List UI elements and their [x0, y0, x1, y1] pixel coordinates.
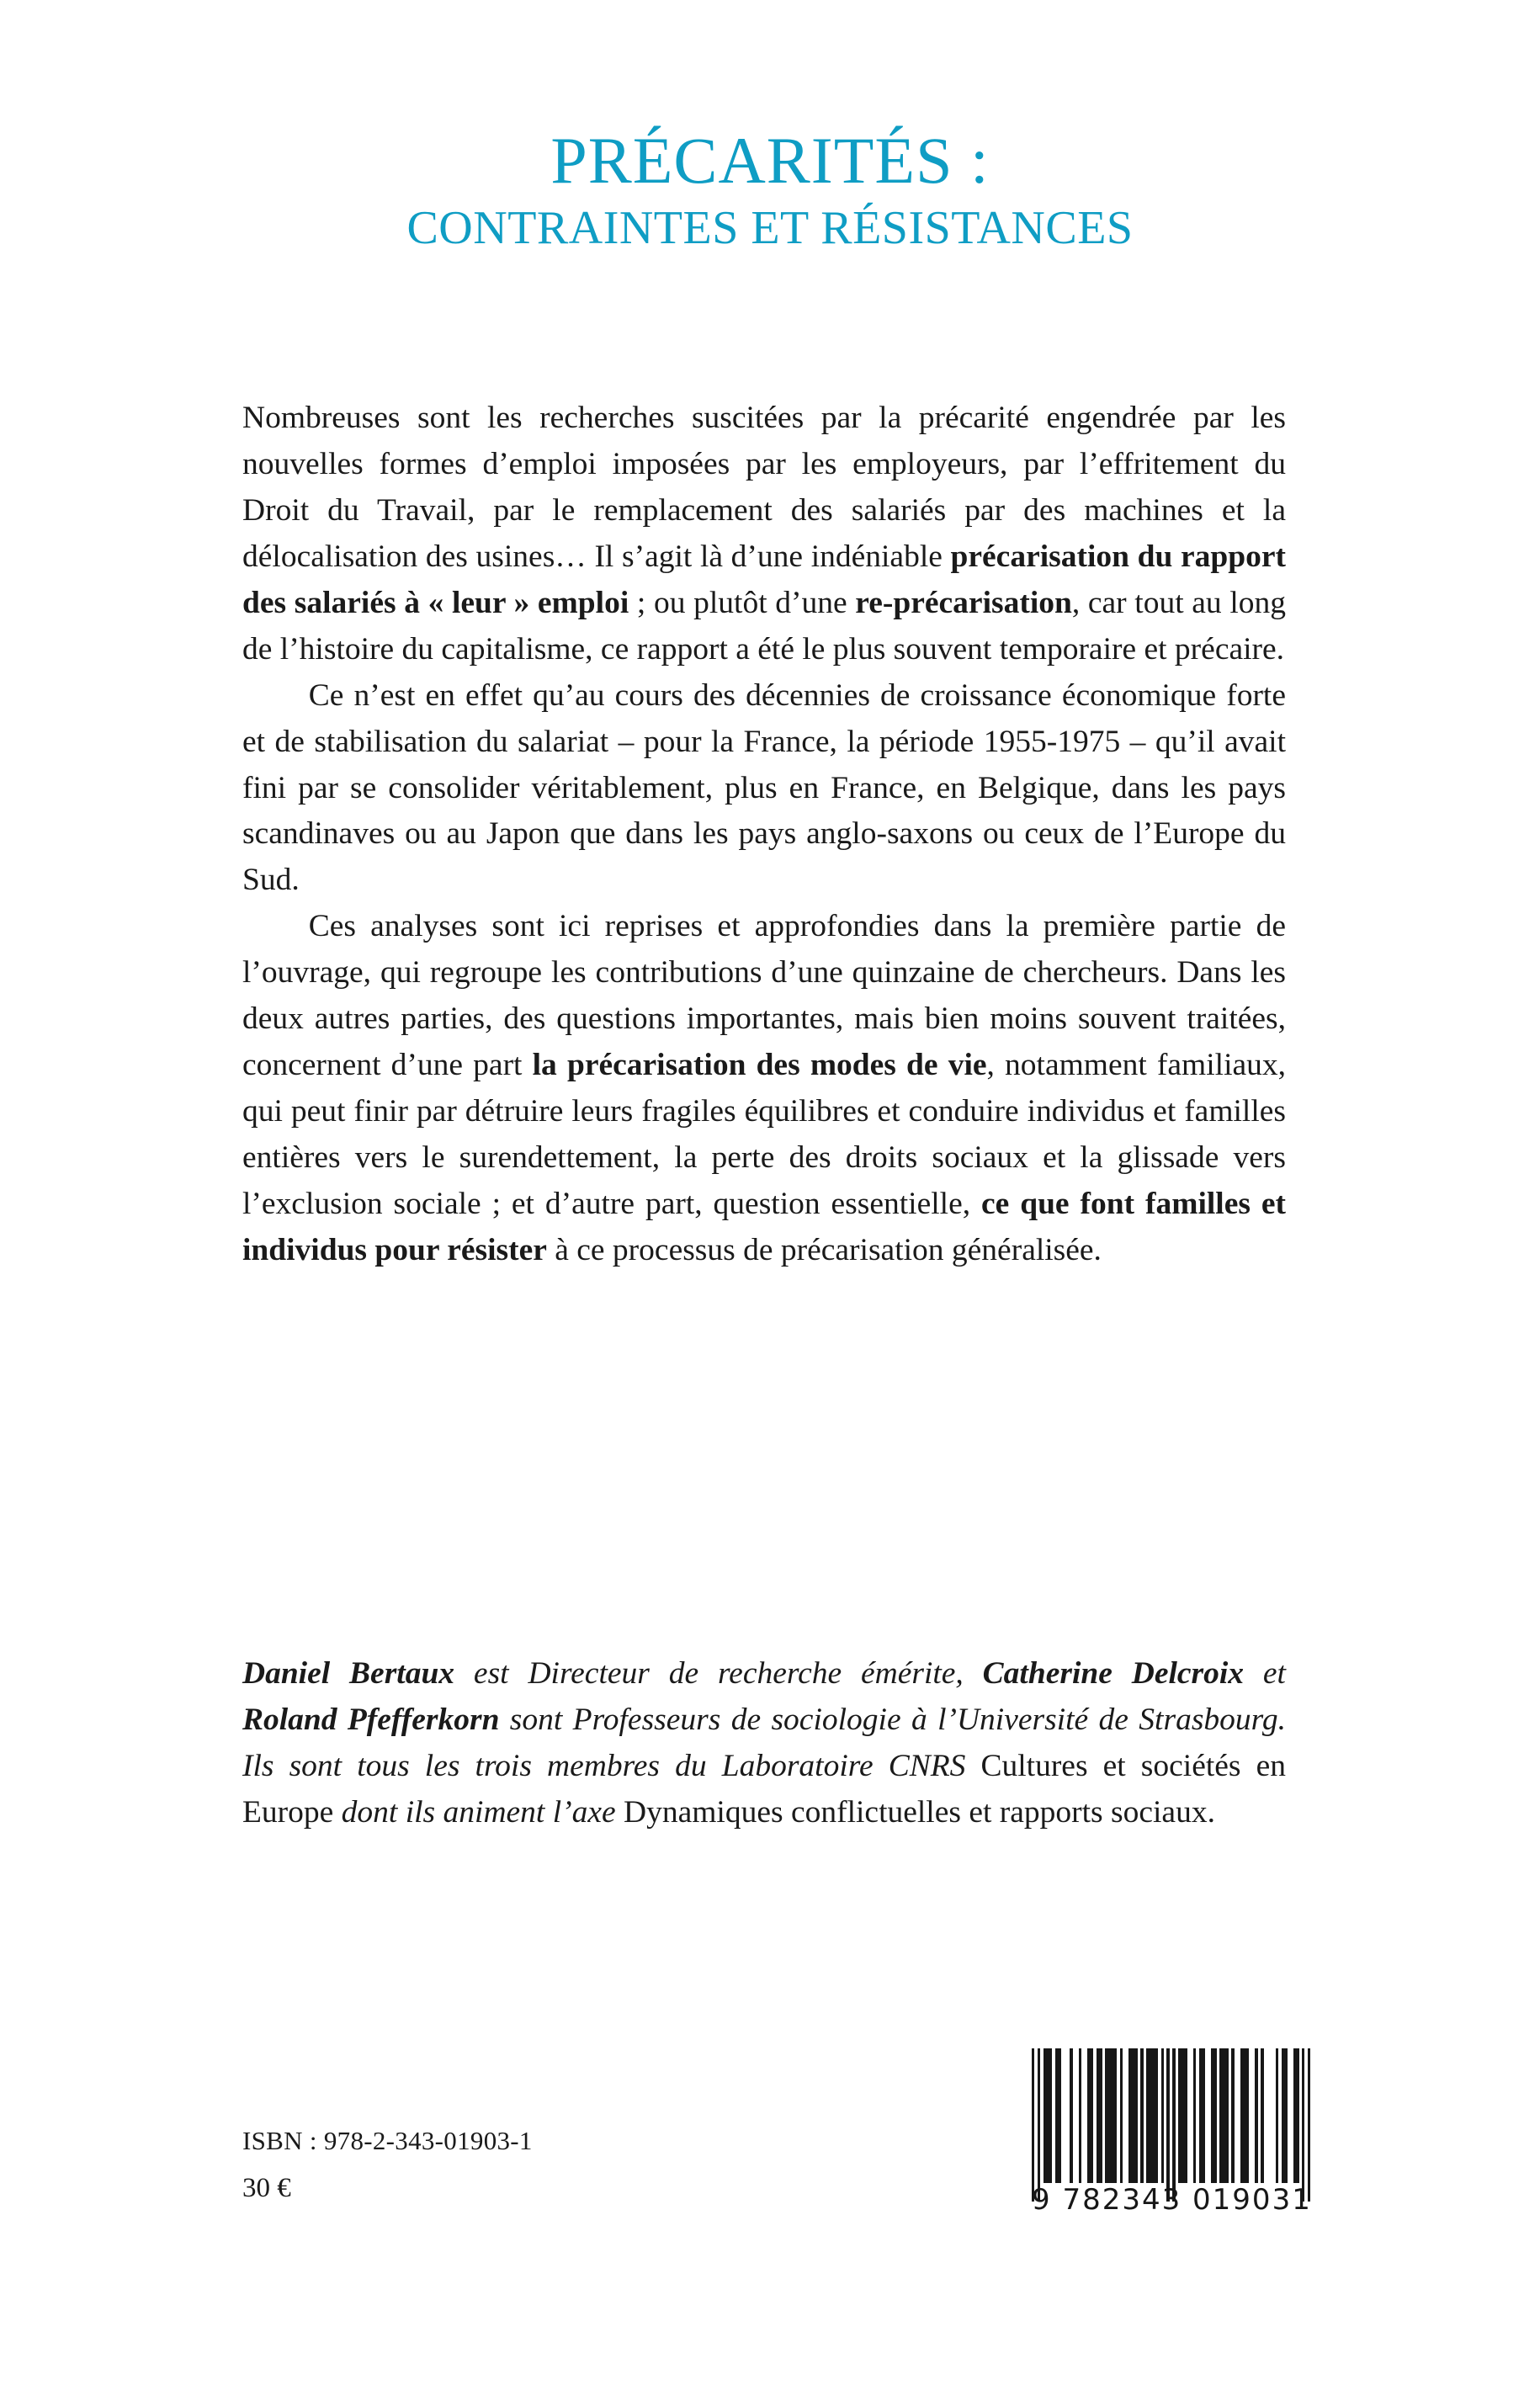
author-name-1: Daniel Bertaux	[242, 1656, 455, 1691]
isbn-text: ISBN : 978-2-343-01903-1	[242, 2126, 533, 2155]
barcode-digits: 9 782343 019031	[1032, 2183, 1312, 2217]
blurb-p1-part-1: Nombreuses sont les recherches suscitées par la précarité engendrée par les nouvelles formes d’emploi imposées par les employeurs, par l’effritement du Droit du Travail, par le remplacement des salariés par des machines et la délocalisation des usines… Il s’agit là d’une indéniable	[242, 401, 1286, 574]
ean13-barcode	[1032, 2048, 1311, 2250]
barcode-bars	[1032, 2048, 1311, 2202]
laboratory-name: Cultures et sociétés en Europe	[242, 1748, 1286, 1830]
blurb-text	[242, 396, 1286, 1274]
blurb-p3-part-2: , notamment familiaux, qui peut finir par détruire leurs fragiles équilibres et conduire individus et familles entières vers le surendettement, la perte des droits sociaux et la glissade vers l’exclusion sociale ; et d’autre part, question essentielle,	[242, 1048, 1287, 1221]
author-name-2: Catherine Delcroix	[982, 1656, 1245, 1691]
authors-text-3: sont Professeurs de sociologie à l’Université de Strasbourg. Ils sont tous les trois membres du Laboratoire CNRS	[242, 1702, 1286, 1783]
page-title: PRÉCARITÉS :	[550, 124, 990, 197]
blurb-paragraph-1	[242, 396, 1286, 673]
research-axis-name: Dynamiques conflictuelles et rapports sociaux.	[624, 1794, 1215, 1830]
blurb-p3-part-3: à ce processus de précarisation généralisée.	[546, 1232, 1102, 1267]
blurb-p1-bold-2: re-précarisation	[855, 585, 1072, 620]
title-block	[0, 126, 1540, 255]
page-subtitle: CONTRAINTES ET RÉSISTANCES	[406, 202, 1134, 255]
blurb-p1-bold-1: précarisation du rapport des salariés à « leur » emploi	[242, 539, 1286, 620]
blurb-p1-part-2: ; ou plutôt d’une	[629, 585, 856, 620]
blurb-paragraph-3	[242, 904, 1286, 1274]
blurb-p3-bold-1: la précarisation des modes de vie	[532, 1048, 987, 1083]
blurb-paragraph-2: Ce n’est en effet qu’au cours des décennies de croissance économique forte et de stabilisation du salariat – pour la France, la période 1955-1975 – qu’il avait fini par se consolider véritablement, plus en France, en Belgique, dans les pays scandinaves ou au Japon que dans les pays anglo-saxons ou ceux de l’Europe du Sud.	[242, 677, 1286, 898]
author-name-3: Roland Pfefferkorn	[242, 1702, 500, 1737]
authors-text-2: et	[1244, 1656, 1286, 1691]
blurb-p3-bold-2: ce que font familles et individus pour résister	[242, 1186, 1286, 1267]
authors-text-1: est Directeur de recherche émérite,	[454, 1656, 983, 1691]
authors-biography	[242, 1651, 1286, 1836]
blurb-p3-part-1: Ces analyses sont ici reprises et approfondies dans la première partie de l’ouvrage, qui regroupe les contributions d’une quinzaine de chercheurs. Dans les deux autres parties, des questions importantes, mais bien moins souvent traitées, concernent d’une part	[242, 909, 1286, 1083]
authors-biography-paragraph	[242, 1651, 1286, 1836]
price-text: 30 €	[242, 2173, 291, 2203]
footer	[242, 2048, 1312, 2267]
authors-text-4: dont ils animent l’axe	[333, 1794, 624, 1830]
blurb-p1-part-3: , car tout au long de l’histoire du capitalisme, ce rapport a été le plus souvent temporaire et précaire.	[242, 585, 1286, 667]
